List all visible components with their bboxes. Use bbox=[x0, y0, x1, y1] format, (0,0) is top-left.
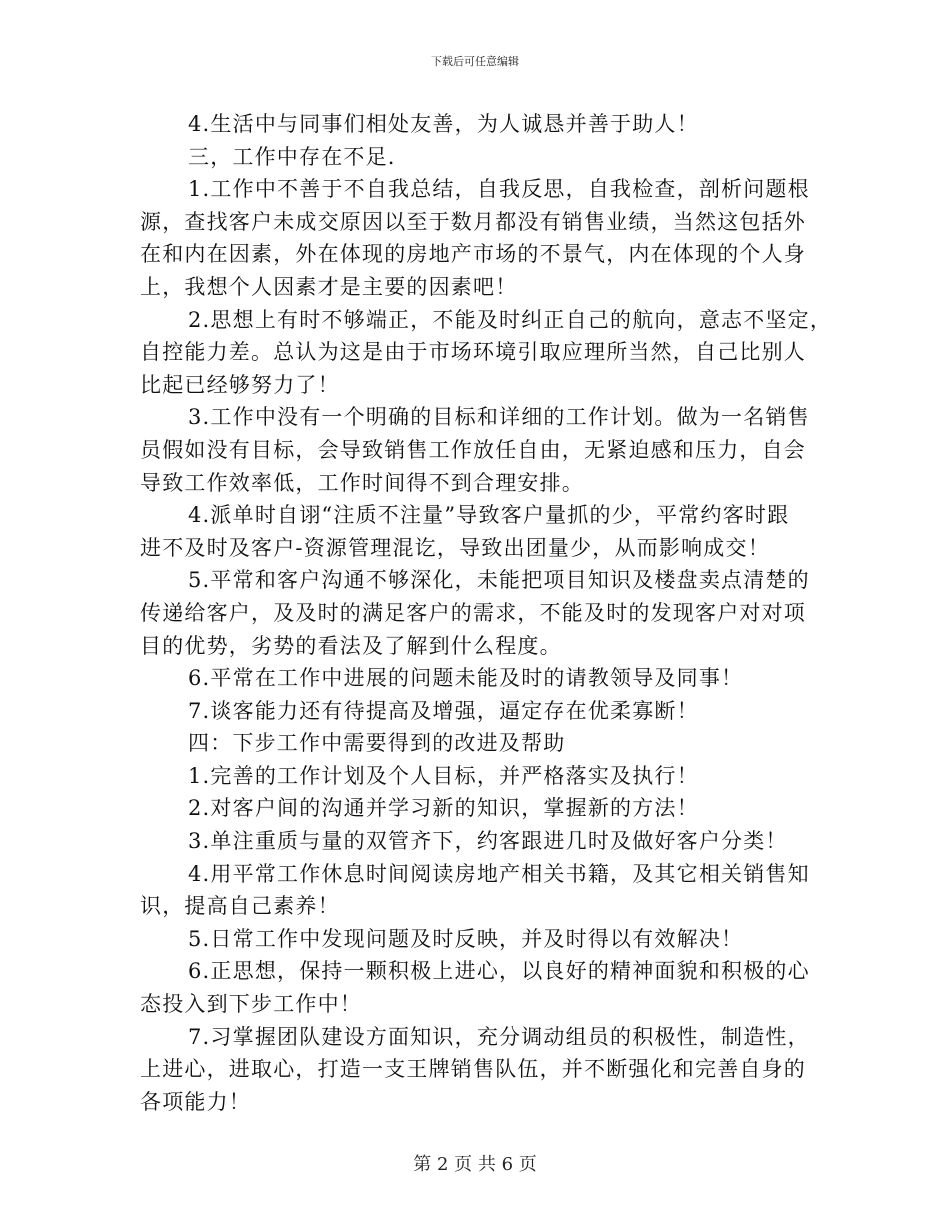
paragraph-line: 4.用平常工作休息时间阅读房地产相关书籍，及其它相关销售知 bbox=[188, 861, 810, 886]
paragraph-line: 上，我想个人因素才是主要的因素吧！ bbox=[140, 274, 518, 299]
paragraph-line: 3.单注重质与量的双管齐下，约客跟进几时及做好客户分类！ bbox=[188, 829, 788, 854]
paragraph-line: 5.日常工作中发现问题及时反映，并及时得以有效解决！ bbox=[188, 926, 744, 951]
paragraph-line: 3.工作中没有一个明确的目标和详细的工作计划。做为一名销售 bbox=[188, 405, 810, 430]
paragraph-line: 进不及时及客户-资源管理混讫，导致出团量少，从而影响成交！ bbox=[140, 535, 770, 560]
paragraph-line: 源，查找客户未成交原因以至于数月都没有销售业绩，当然这包括外 bbox=[140, 209, 806, 234]
paragraph-line: 6.正思想，保持一颗积极上进心，以良好的精神面貌和积极的心 bbox=[188, 959, 810, 984]
page-header-note: 下载后可任意编辑 bbox=[431, 55, 519, 68]
paragraph-line: 4.生活中与同事们相处友善，为人诚恳并善于助人！ bbox=[188, 112, 699, 136]
paragraph-improvement-7 bbox=[140, 1021, 820, 1119]
paragraph-shortcoming-3 bbox=[140, 401, 820, 499]
paragraph-shortcoming-1 bbox=[140, 173, 820, 303]
section-heading-improvements bbox=[140, 727, 820, 760]
page-number-footer: 第 2 页 共 6 页 bbox=[413, 1154, 537, 1175]
paragraph-line: 5.平常和客户沟通不够深化，未能把项目知识及楼盘卖点清楚的 bbox=[188, 568, 810, 593]
document-body bbox=[140, 108, 833, 1118]
paragraph-improvement-2 bbox=[140, 792, 820, 825]
paragraph-line: 4.派单时自诩“注质不注量”导致客户量抓的少，平常约客时跟 bbox=[188, 503, 790, 528]
paragraph-line: 6.平常在工作中进展的问题未能及时的请教领导及同事！ bbox=[188, 666, 744, 691]
paragraph-shortcoming-2 bbox=[140, 304, 833, 402]
paragraph-line: 比起已经够努力了！ bbox=[140, 372, 340, 397]
paragraph-line: 导致工作效率低，工作时间得不到合理安排。 bbox=[140, 470, 584, 495]
paragraph-line: 在和内在因素，外在体现的房地产市场的不景气，内在体现的个人身 bbox=[140, 242, 806, 267]
paragraph-line: 识，提高自己素养！ bbox=[140, 894, 340, 919]
paragraph-line: 各项能力！ bbox=[140, 1089, 251, 1114]
paragraph-line: 2.对客户间的沟通并学习新的知识，掌握新的方法！ bbox=[188, 796, 699, 821]
paragraph-line: 7.习掌握团队建设方面知识，充分调动组员的积极性，制造性， bbox=[188, 1024, 810, 1049]
paragraph-line: 态投入到下步工作中！ bbox=[140, 992, 362, 1017]
paragraph-line: 员假如没有目标，会导致销售工作放任自由，无紧迫感和压力，自会 bbox=[140, 437, 806, 462]
paragraph-shortcoming-4 bbox=[140, 499, 820, 564]
paragraph-line: 1.完善的工作计划及个人目标，并严格落实及执行！ bbox=[188, 763, 699, 788]
section-heading-shortcomings bbox=[140, 141, 820, 174]
paragraph-colleague-relations bbox=[140, 108, 820, 141]
paragraph-line: 目的优势，劣势的看法及了解到什么程度。 bbox=[140, 633, 562, 658]
paragraph-line: 2.思想上有时不够端正，不能及时纠正自己的航向，意志不坚定， bbox=[188, 307, 833, 332]
paragraph-line: 传递给客户，及及时的满足客户的需求，不能及时的发现客户对对项 bbox=[140, 600, 806, 625]
paragraph-line: 7.谈客能力还有待提高及增强，逼定存在优柔寡断！ bbox=[188, 698, 699, 723]
paragraph-line: 上进心，进取心，打造一支王牌销售队伍，并不断强化和完善自身的 bbox=[140, 1057, 806, 1082]
paragraph-improvement-6 bbox=[140, 955, 820, 1020]
paragraph-line: 自控能力差。总认为这是由于市场环境引取应理所当然，自己比别人 bbox=[140, 340, 806, 365]
paragraph-line: 1.工作中不善于不自我总结，自我反思，自我检查，剖析问题根 bbox=[188, 177, 810, 202]
paragraph-improvement-3 bbox=[140, 825, 820, 858]
paragraph-shortcoming-5 bbox=[140, 564, 820, 662]
paragraph-shortcoming-7 bbox=[140, 695, 820, 728]
paragraph-improvement-5 bbox=[140, 923, 820, 956]
section-heading: 四：下步工作中需要得到的改进及帮助 bbox=[188, 731, 566, 756]
paragraph-shortcoming-6 bbox=[140, 662, 820, 695]
section-heading: 三，工作中存在不足. bbox=[188, 144, 396, 169]
paragraph-improvement-4 bbox=[140, 858, 820, 923]
paragraph-improvement-1 bbox=[140, 760, 820, 793]
